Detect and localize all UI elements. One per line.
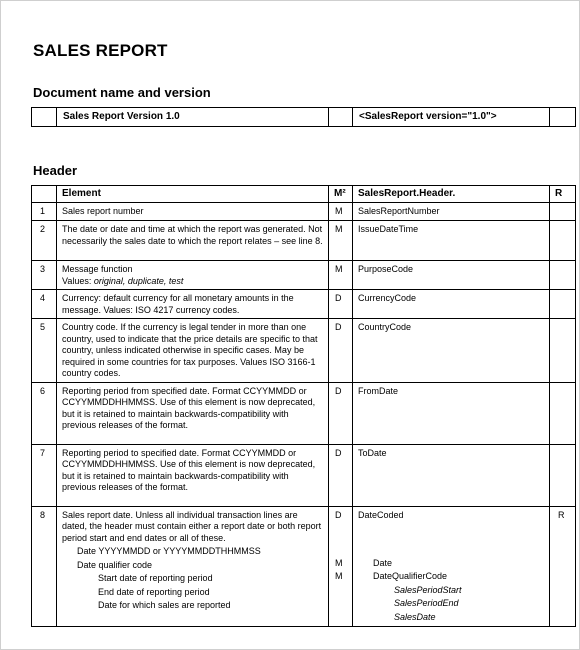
field-name: SalesReportNumber [353,203,550,221]
repeat-flag [550,319,576,383]
element-description: The date or date and time at which the report was generated. Not necessarily the sales date to which the report relates – see line 8. [57,221,329,261]
mandatory-flag-cell [329,506,353,627]
table-row [32,290,576,319]
sub-field-name: Date [373,557,393,568]
table-row [32,261,576,290]
row-number: 8 [32,506,57,627]
version-cell-empty [32,108,57,127]
element-description-text: Sales report date. Unless all individual transaction lines are dated, the header must contain either a report date or both report period start and end dates or all of these. [62,509,322,543]
version-cell-empty [329,108,353,127]
field-name-cell [353,506,550,627]
repeat-flag [550,382,576,444]
repeat-flag [550,290,576,319]
sub-element-description: Date for which sales are reported [98,600,231,610]
element-description: Reporting period from specified date. Format CCYYMMDD or CCYYMMDDHHMMSS. Use of this element is now deprecated, but it is retained to maintain backwards-compatibility with previous releases of the format. [57,382,329,444]
sub-element-description: Date qualifier code [77,559,153,570]
row-number: 1 [32,203,57,221]
version-name-cell: Sales Report Version 1.0 [57,108,329,127]
table-row [32,221,576,261]
version-tag-cell: <SalesReport version="1.0"> [353,108,550,127]
row-number: 4 [32,290,57,319]
sub-mandatory-flag: M [335,571,343,581]
version-cell-empty [550,108,576,127]
table-row [32,382,576,444]
table-row [32,319,576,383]
mandatory-flag: D [329,290,353,319]
element-description: Sales report number [57,203,329,221]
sub-field-name: SalesPeriodEnd [394,598,459,608]
row-number: 6 [32,382,57,444]
column-header-num [32,186,57,203]
field-name: DateCoded [358,509,404,520]
row-number: 7 [32,444,57,506]
row-number: 2 [32,221,57,261]
field-name: PurposeCode [353,261,550,290]
mandatory-flag: D [329,319,353,383]
document-title: SALES REPORT [33,41,168,60]
element-values-list: original, duplicate, test [93,275,184,286]
table-row [32,506,576,627]
sub-mandatory-flag: M [335,557,343,568]
field-name: CurrencyCode [353,290,550,319]
field-name: CountryCode [353,319,550,383]
mandatory-flag: M [329,203,353,221]
mandatory-flag: D [329,382,353,444]
sub-element-description: Date YYYYMMDD or YYYYMMDDTHHMMSS [77,546,261,556]
table-row [32,444,576,506]
header-table [31,185,576,627]
element-description [57,261,329,290]
repeat-flag [550,221,576,261]
sub-element-description: Start date of reporting period [98,573,213,583]
column-header-field: SalesReport.Header. [353,186,550,203]
sub-field-name: DateQualifierCode [373,571,448,581]
column-header-m: M² [329,186,353,203]
row-number: 5 [32,319,57,383]
column-header-element: Element [57,186,329,203]
column-header-r: R [550,186,576,203]
section-heading-header: Header [33,163,78,178]
repeat-flag [550,444,576,506]
field-name: ToDate [353,444,550,506]
mandatory-flag: D [335,509,342,520]
element-description-text: Message function [62,264,133,274]
repeat-flag: R [550,506,576,627]
repeat-flag [550,261,576,290]
version-table [31,107,576,127]
mandatory-flag: M [329,261,353,290]
sub-element-description: End date of reporting period [98,586,210,597]
element-values-prefix: Values: [62,275,94,286]
row-number: 3 [32,261,57,290]
element-description [57,506,329,627]
sub-field-name: SalesPeriodStart [394,584,462,595]
repeat-flag [550,203,576,221]
field-name: IssueDateTime [353,221,550,261]
section-heading-document-name: Document name and version [33,85,211,100]
field-name: FromDate [353,382,550,444]
element-description: Country code. If the currency is legal tender in more than one country, used to indicate that the price details are specific to that country, unless indicated otherwise in specific cases. May be required in some countries for tax purposes. Values ISO 3166-1 country codes. [57,319,329,383]
mandatory-flag: M [329,221,353,261]
mandatory-flag: D [329,444,353,506]
element-description: Currency: default currency for all monetary amounts in the message. Values: ISO 4217 currency codes. [57,290,329,319]
sub-field-name: SalesDate [394,611,436,622]
element-description: Reporting period to specified date. Format CCYYMMDD or CCYYMMDDHHMMSS. Use of this element is now deprecated, but it is retained to maintain backwards-compatibility with previous releases of the format. [57,444,329,506]
version-row [32,108,576,127]
table-row [32,203,576,221]
header-table-head-row [32,186,576,203]
